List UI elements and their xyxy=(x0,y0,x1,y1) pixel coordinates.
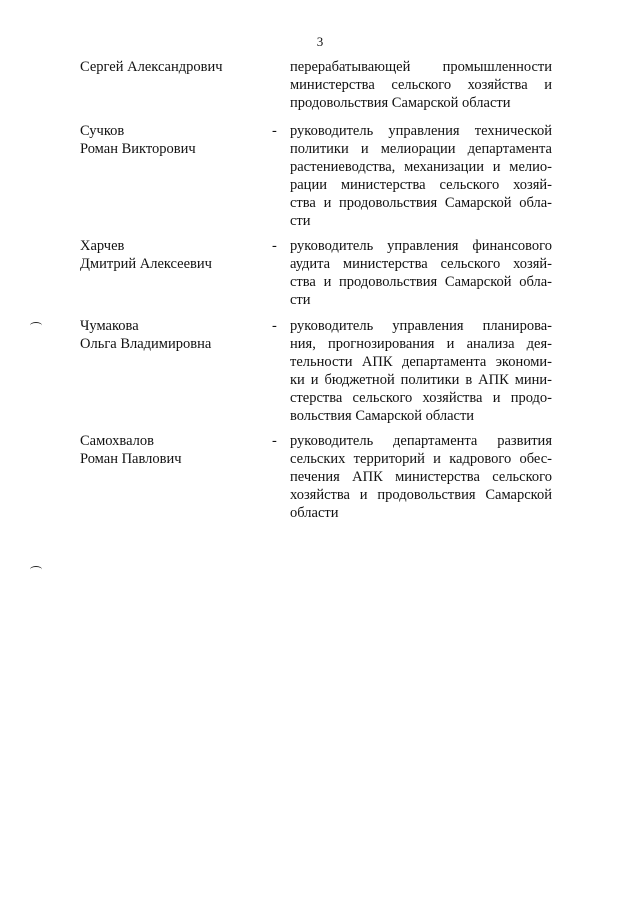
member-position xyxy=(290,317,552,425)
position-line: руководитель управления финансового xyxy=(290,238,552,254)
position-line: области xyxy=(290,505,339,521)
name-line: Чумакова xyxy=(80,318,139,334)
margin-mark-icon xyxy=(30,322,42,329)
position-line: печения АПК министерства сельского xyxy=(290,469,552,485)
name-line: Роман Павлович xyxy=(80,451,182,467)
position-line: рации министерства сельского хозяй- xyxy=(290,177,552,193)
position-line: политики и мелиорации департамента xyxy=(290,141,552,157)
position-line: министерства сельского хозяйства и xyxy=(290,77,552,93)
position-line: аудита министерства сельского хозяй- xyxy=(290,256,552,272)
separator-dash: - xyxy=(272,318,277,334)
name-line: Сергей Александрович xyxy=(80,59,223,75)
position-line: ния, прогнозирования и анализа дея- xyxy=(290,336,552,352)
position-line: сти xyxy=(290,213,311,229)
margin-mark-icon xyxy=(30,566,42,573)
name-line: Самохвалов xyxy=(80,433,154,449)
member-name xyxy=(80,432,182,468)
member-name xyxy=(80,58,223,76)
position-line: тельности АПК департамента экономи- xyxy=(290,354,552,370)
position-line: руководитель управления планирова- xyxy=(290,318,552,334)
position-line: хозяйства и продовольствия Самарской xyxy=(290,487,552,503)
separator-dash: - xyxy=(272,123,277,139)
member-position xyxy=(290,237,552,309)
position-line: сти xyxy=(290,292,311,308)
name-line: Сучков xyxy=(80,123,125,139)
position-line: продовольствия Самарской области xyxy=(290,95,511,111)
member-name xyxy=(80,237,212,273)
position-line: руководитель управления технической xyxy=(290,123,552,139)
member-name xyxy=(80,122,196,158)
position-line: стерства сельского хозяйства и продо- xyxy=(290,390,552,406)
position-line: перерабатывающей промышленности xyxy=(290,59,552,75)
name-line: Харчев xyxy=(80,238,125,254)
separator-dash: - xyxy=(272,433,277,449)
name-line: Роман Викторович xyxy=(80,141,196,157)
position-line: растениеводства, механизации и мелио- xyxy=(290,159,552,175)
member-name xyxy=(80,317,211,353)
position-line: руководитель департамента развития xyxy=(290,433,552,449)
position-line: ства и продовольствия Самарской обла- xyxy=(290,274,552,290)
name-line: Дмитрий Алексеевич xyxy=(80,256,212,272)
page-number: 3 xyxy=(316,34,324,49)
member-position xyxy=(290,122,552,230)
member-position xyxy=(290,58,552,112)
position-line: сельских территорий и кадрового обес- xyxy=(290,451,552,467)
member-position xyxy=(290,432,552,522)
position-line: ства и продовольствия Самарской обла- xyxy=(290,195,552,211)
name-line: Ольга Владимировна xyxy=(80,336,212,352)
position-line: ки и бюджетной политики в АПК мини- xyxy=(290,372,552,388)
separator-dash: - xyxy=(272,238,277,254)
position-line: вольствия Самарской области xyxy=(290,408,475,424)
